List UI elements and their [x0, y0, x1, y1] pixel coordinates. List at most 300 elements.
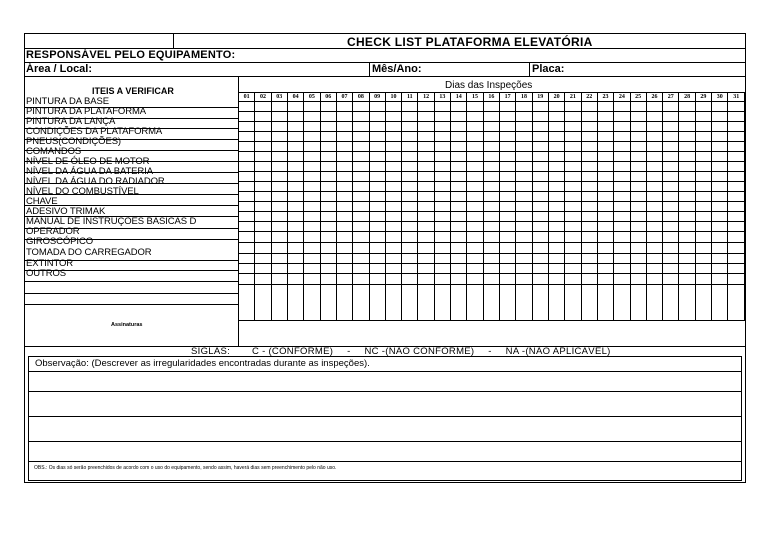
check-cell[interactable] — [630, 172, 646, 182]
check-cell[interactable] — [483, 264, 499, 274]
check-cell[interactable] — [255, 192, 271, 202]
check-cell[interactable] — [239, 285, 255, 321]
check-cell[interactable] — [434, 243, 450, 254]
check-cell[interactable] — [451, 112, 467, 122]
check-cell[interactable] — [353, 232, 369, 243]
check-cell[interactable] — [581, 232, 597, 243]
check-cell[interactable] — [581, 192, 597, 202]
check-cell[interactable] — [548, 152, 564, 162]
check-cell[interactable] — [597, 172, 613, 182]
check-cell[interactable] — [597, 122, 613, 132]
check-cell[interactable] — [287, 232, 303, 243]
check-cell[interactable] — [336, 142, 352, 152]
check-cell[interactable] — [663, 285, 679, 321]
check-cell[interactable] — [239, 243, 255, 254]
check-cell[interactable] — [287, 254, 303, 264]
check-cell[interactable] — [532, 254, 548, 264]
check-cell[interactable] — [304, 192, 320, 202]
check-cell[interactable] — [271, 192, 287, 202]
check-cell[interactable] — [630, 142, 646, 152]
check-cell[interactable] — [597, 132, 613, 142]
check-cell[interactable] — [565, 102, 581, 112]
check-cell[interactable] — [467, 243, 483, 254]
check-cell[interactable] — [418, 122, 434, 132]
check-cell[interactable] — [500, 102, 516, 112]
check-cell[interactable] — [663, 232, 679, 243]
check-cell[interactable] — [548, 285, 564, 321]
check-cell[interactable] — [239, 162, 255, 172]
check-cell[interactable] — [434, 192, 450, 202]
check-cell[interactable] — [581, 182, 597, 192]
check-cell[interactable] — [712, 243, 728, 254]
check-cell[interactable] — [565, 274, 581, 285]
check-cell[interactable] — [451, 102, 467, 112]
check-cell[interactable] — [336, 112, 352, 122]
check-cell[interactable] — [434, 182, 450, 192]
check-cell[interactable] — [402, 212, 418, 222]
check-cell[interactable] — [548, 112, 564, 122]
check-cell[interactable] — [548, 182, 564, 192]
check-cell[interactable] — [597, 243, 613, 254]
check-cell[interactable] — [679, 285, 695, 321]
check-cell[interactable] — [402, 102, 418, 112]
check-cell[interactable] — [467, 112, 483, 122]
check-cell[interactable] — [239, 102, 255, 112]
check-cell[interactable] — [614, 274, 630, 285]
check-cell[interactable] — [239, 274, 255, 285]
check-cell[interactable] — [712, 222, 728, 232]
check-cell[interactable] — [255, 152, 271, 162]
check-cell[interactable] — [581, 285, 597, 321]
check-cell[interactable] — [287, 102, 303, 112]
check-cell[interactable] — [451, 182, 467, 192]
check-cell[interactable] — [255, 264, 271, 274]
check-cell[interactable] — [516, 142, 532, 152]
check-cell[interactable] — [548, 192, 564, 202]
check-cell[interactable] — [353, 243, 369, 254]
check-cell[interactable] — [728, 264, 745, 274]
check-cell[interactable] — [483, 182, 499, 192]
check-cell[interactable] — [271, 182, 287, 192]
check-cell[interactable] — [548, 232, 564, 243]
check-cell[interactable] — [516, 132, 532, 142]
check-cell[interactable] — [271, 122, 287, 132]
check-cell[interactable] — [565, 172, 581, 182]
check-cell[interactable] — [614, 243, 630, 254]
check-cell[interactable] — [434, 142, 450, 152]
check-cell[interactable] — [353, 132, 369, 142]
check-cell[interactable] — [483, 274, 499, 285]
check-cell[interactable] — [467, 264, 483, 274]
check-cell[interactable] — [287, 202, 303, 212]
check-cell[interactable] — [239, 212, 255, 222]
check-cell[interactable] — [630, 182, 646, 192]
check-cell[interactable] — [516, 232, 532, 243]
check-cell[interactable] — [679, 254, 695, 264]
check-cell[interactable] — [695, 122, 711, 132]
check-cell[interactable] — [728, 232, 745, 243]
check-cell[interactable] — [434, 254, 450, 264]
check-cell[interactable] — [353, 102, 369, 112]
check-cell[interactable] — [434, 274, 450, 285]
check-cell[interactable] — [255, 182, 271, 192]
check-cell[interactable] — [516, 254, 532, 264]
check-cell[interactable] — [500, 243, 516, 254]
check-cell[interactable] — [385, 202, 401, 212]
check-cell[interactable] — [695, 254, 711, 264]
check-cell[interactable] — [287, 264, 303, 274]
check-cell[interactable] — [712, 285, 728, 321]
check-cell[interactable] — [239, 182, 255, 192]
check-cell[interactable] — [369, 162, 385, 172]
check-cell[interactable] — [434, 285, 450, 321]
check-cell[interactable] — [516, 264, 532, 274]
check-cell[interactable] — [271, 264, 287, 274]
check-cell[interactable] — [695, 202, 711, 212]
check-cell[interactable] — [353, 162, 369, 172]
check-cell[interactable] — [320, 172, 336, 182]
check-cell[interactable] — [304, 172, 320, 182]
check-cell[interactable] — [646, 212, 662, 222]
check-cell[interactable] — [336, 162, 352, 172]
check-cell[interactable] — [646, 192, 662, 202]
check-cell[interactable] — [728, 243, 745, 254]
check-cell[interactable] — [516, 172, 532, 182]
check-cell[interactable] — [581, 264, 597, 274]
check-cell[interactable] — [353, 212, 369, 222]
check-cell[interactable] — [500, 132, 516, 142]
check-cell[interactable] — [483, 102, 499, 112]
check-cell[interactable] — [320, 202, 336, 212]
check-cell[interactable] — [548, 162, 564, 172]
check-cell[interactable] — [712, 172, 728, 182]
check-cell[interactable] — [516, 122, 532, 132]
check-cell[interactable] — [500, 122, 516, 132]
check-cell[interactable] — [663, 264, 679, 274]
check-cell[interactable] — [663, 102, 679, 112]
check-cell[interactable] — [434, 112, 450, 122]
check-cell[interactable] — [695, 162, 711, 172]
check-cell[interactable] — [516, 212, 532, 222]
check-cell[interactable] — [712, 232, 728, 243]
check-cell[interactable] — [320, 264, 336, 274]
check-cell[interactable] — [467, 254, 483, 264]
check-cell[interactable] — [402, 162, 418, 172]
check-cell[interactable] — [679, 132, 695, 142]
check-cell[interactable] — [369, 112, 385, 122]
check-cell[interactable] — [336, 102, 352, 112]
check-cell[interactable] — [548, 202, 564, 212]
check-cell[interactable] — [597, 285, 613, 321]
check-cell[interactable] — [663, 152, 679, 162]
check-cell[interactable] — [712, 112, 728, 122]
check-cell[interactable] — [353, 142, 369, 152]
check-cell[interactable] — [402, 285, 418, 321]
check-cell[interactable] — [630, 264, 646, 274]
check-cell[interactable] — [516, 102, 532, 112]
check-cell[interactable] — [500, 182, 516, 192]
check-cell[interactable] — [597, 112, 613, 122]
check-cell[interactable] — [418, 202, 434, 212]
check-cell[interactable] — [369, 172, 385, 182]
check-cell[interactable] — [695, 132, 711, 142]
check-cell[interactable] — [434, 222, 450, 232]
check-cell[interactable] — [483, 232, 499, 243]
check-cell[interactable] — [532, 212, 548, 222]
check-cell[interactable] — [646, 243, 662, 254]
check-cell[interactable] — [500, 212, 516, 222]
check-cell[interactable] — [565, 152, 581, 162]
check-cell[interactable] — [271, 162, 287, 172]
check-cell[interactable] — [548, 212, 564, 222]
check-cell[interactable] — [597, 254, 613, 264]
check-cell[interactable] — [532, 182, 548, 192]
check-cell[interactable] — [255, 112, 271, 122]
check-cell[interactable] — [728, 212, 745, 222]
check-cell[interactable] — [565, 254, 581, 264]
check-cell[interactable] — [728, 222, 745, 232]
check-cell[interactable] — [271, 202, 287, 212]
check-cell[interactable] — [336, 285, 352, 321]
check-cell[interactable] — [695, 102, 711, 112]
check-cell[interactable] — [385, 285, 401, 321]
check-cell[interactable] — [630, 162, 646, 172]
check-cell[interactable] — [271, 254, 287, 264]
check-cell[interactable] — [418, 102, 434, 112]
check-cell[interactable] — [614, 162, 630, 172]
check-cell[interactable] — [614, 142, 630, 152]
check-cell[interactable] — [320, 132, 336, 142]
check-cell[interactable] — [630, 222, 646, 232]
check-cell[interactable] — [679, 243, 695, 254]
check-cell[interactable] — [271, 142, 287, 152]
check-cell[interactable] — [663, 222, 679, 232]
check-cell[interactable] — [728, 285, 745, 321]
check-cell[interactable] — [565, 264, 581, 274]
check-cell[interactable] — [255, 274, 271, 285]
check-cell[interactable] — [483, 142, 499, 152]
check-cell[interactable] — [581, 202, 597, 212]
check-cell[interactable] — [532, 285, 548, 321]
check-cell[interactable] — [728, 202, 745, 212]
check-cell[interactable] — [500, 162, 516, 172]
check-cell[interactable] — [255, 243, 271, 254]
check-cell[interactable] — [434, 232, 450, 243]
check-cell[interactable] — [369, 254, 385, 264]
check-cell[interactable] — [581, 112, 597, 122]
check-cell[interactable] — [516, 112, 532, 122]
check-cell[interactable] — [548, 102, 564, 112]
check-cell[interactable] — [385, 162, 401, 172]
check-cell[interactable] — [679, 222, 695, 232]
check-cell[interactable] — [434, 172, 450, 182]
check-cell[interactable] — [728, 102, 745, 112]
check-cell[interactable] — [304, 102, 320, 112]
check-cell[interactable] — [646, 264, 662, 274]
check-cell[interactable] — [532, 162, 548, 172]
check-cell[interactable] — [369, 202, 385, 212]
check-cell[interactable] — [467, 162, 483, 172]
check-cell[interactable] — [451, 142, 467, 152]
check-cell[interactable] — [679, 274, 695, 285]
check-cell[interactable] — [353, 264, 369, 274]
check-cell[interactable] — [581, 222, 597, 232]
check-cell[interactable] — [597, 212, 613, 222]
check-cell[interactable] — [369, 182, 385, 192]
check-cell[interactable] — [532, 152, 548, 162]
check-cell[interactable] — [336, 274, 352, 285]
check-cell[interactable] — [320, 274, 336, 285]
check-cell[interactable] — [728, 142, 745, 152]
check-cell[interactable] — [679, 202, 695, 212]
check-cell[interactable] — [712, 202, 728, 212]
check-cell[interactable] — [320, 212, 336, 222]
check-cell[interactable] — [663, 172, 679, 182]
check-cell[interactable] — [239, 192, 255, 202]
check-cell[interactable] — [614, 222, 630, 232]
check-cell[interactable] — [679, 122, 695, 132]
check-cell[interactable] — [646, 142, 662, 152]
check-cell[interactable] — [385, 264, 401, 274]
check-cell[interactable] — [500, 172, 516, 182]
check-cell[interactable] — [565, 202, 581, 212]
check-cell[interactable] — [451, 232, 467, 243]
check-cell[interactable] — [353, 192, 369, 202]
check-cell[interactable] — [353, 274, 369, 285]
check-cell[interactable] — [532, 142, 548, 152]
check-cell[interactable] — [451, 172, 467, 182]
check-cell[interactable] — [695, 112, 711, 122]
check-cell[interactable] — [663, 142, 679, 152]
check-cell[interactable] — [695, 172, 711, 182]
check-cell[interactable] — [287, 122, 303, 132]
check-cell[interactable] — [712, 254, 728, 264]
check-cell[interactable] — [418, 132, 434, 142]
check-cell[interactable] — [548, 172, 564, 182]
check-cell[interactable] — [402, 172, 418, 182]
check-cell[interactable] — [402, 152, 418, 162]
check-cell[interactable] — [614, 285, 630, 321]
check-cell[interactable] — [304, 264, 320, 274]
check-cell[interactable] — [548, 132, 564, 142]
check-cell[interactable] — [369, 232, 385, 243]
check-cell[interactable] — [320, 182, 336, 192]
check-cell[interactable] — [679, 212, 695, 222]
check-cell[interactable] — [581, 162, 597, 172]
check-cell[interactable] — [630, 212, 646, 222]
check-cell[interactable] — [467, 212, 483, 222]
check-cell[interactable] — [304, 152, 320, 162]
check-cell[interactable] — [614, 152, 630, 162]
check-cell[interactable] — [630, 112, 646, 122]
check-cell[interactable] — [287, 182, 303, 192]
check-cell[interactable] — [695, 274, 711, 285]
check-cell[interactable] — [385, 112, 401, 122]
check-cell[interactable] — [679, 192, 695, 202]
check-cell[interactable] — [728, 162, 745, 172]
check-cell[interactable] — [239, 202, 255, 212]
check-cell[interactable] — [630, 243, 646, 254]
check-cell[interactable] — [646, 182, 662, 192]
check-cell[interactable] — [712, 102, 728, 112]
check-cell[interactable] — [271, 112, 287, 122]
check-cell[interactable] — [597, 192, 613, 202]
check-cell[interactable] — [385, 274, 401, 285]
check-cell[interactable] — [663, 112, 679, 122]
check-cell[interactable] — [255, 132, 271, 142]
check-cell[interactable] — [532, 274, 548, 285]
check-cell[interactable] — [516, 222, 532, 232]
check-cell[interactable] — [434, 102, 450, 112]
check-cell[interactable] — [385, 142, 401, 152]
check-cell[interactable] — [500, 285, 516, 321]
check-cell[interactable] — [320, 232, 336, 243]
check-cell[interactable] — [385, 192, 401, 202]
check-cell[interactable] — [695, 142, 711, 152]
check-cell[interactable] — [434, 132, 450, 142]
check-cell[interactable] — [304, 112, 320, 122]
check-cell[interactable] — [451, 243, 467, 254]
check-cell[interactable] — [271, 102, 287, 112]
check-cell[interactable] — [597, 202, 613, 212]
check-cell[interactable] — [451, 202, 467, 212]
check-cell[interactable] — [434, 162, 450, 172]
check-cell[interactable] — [565, 212, 581, 222]
check-cell[interactable] — [255, 172, 271, 182]
check-cell[interactable] — [369, 122, 385, 132]
check-cell[interactable] — [646, 112, 662, 122]
check-cell[interactable] — [712, 182, 728, 192]
check-cell[interactable] — [369, 192, 385, 202]
check-cell[interactable] — [418, 264, 434, 274]
check-cell[interactable] — [418, 142, 434, 152]
check-cell[interactable] — [385, 102, 401, 112]
check-cell[interactable] — [728, 172, 745, 182]
check-cell[interactable] — [728, 254, 745, 264]
check-cell[interactable] — [483, 132, 499, 142]
check-cell[interactable] — [418, 182, 434, 192]
check-cell[interactable] — [483, 152, 499, 162]
check-cell[interactable] — [581, 142, 597, 152]
check-cell[interactable] — [271, 212, 287, 222]
check-cell[interactable] — [271, 172, 287, 182]
check-cell[interactable] — [565, 132, 581, 142]
check-cell[interactable] — [304, 182, 320, 192]
check-cell[interactable] — [434, 122, 450, 132]
check-cell[interactable] — [255, 142, 271, 152]
check-cell[interactable] — [239, 172, 255, 182]
check-cell[interactable] — [532, 172, 548, 182]
check-cell[interactable] — [271, 274, 287, 285]
check-cell[interactable] — [467, 132, 483, 142]
check-cell[interactable] — [483, 222, 499, 232]
check-cell[interactable] — [402, 192, 418, 202]
check-cell[interactable] — [353, 122, 369, 132]
check-cell[interactable] — [385, 243, 401, 254]
check-cell[interactable] — [516, 152, 532, 162]
check-cell[interactable] — [565, 232, 581, 243]
check-cell[interactable] — [500, 192, 516, 202]
check-cell[interactable] — [483, 122, 499, 132]
check-cell[interactable] — [353, 285, 369, 321]
check-cell[interactable] — [287, 132, 303, 142]
check-cell[interactable] — [614, 232, 630, 243]
check-cell[interactable] — [320, 254, 336, 264]
check-cell[interactable] — [418, 274, 434, 285]
check-cell[interactable] — [712, 274, 728, 285]
check-cell[interactable] — [565, 222, 581, 232]
check-cell[interactable] — [467, 222, 483, 232]
